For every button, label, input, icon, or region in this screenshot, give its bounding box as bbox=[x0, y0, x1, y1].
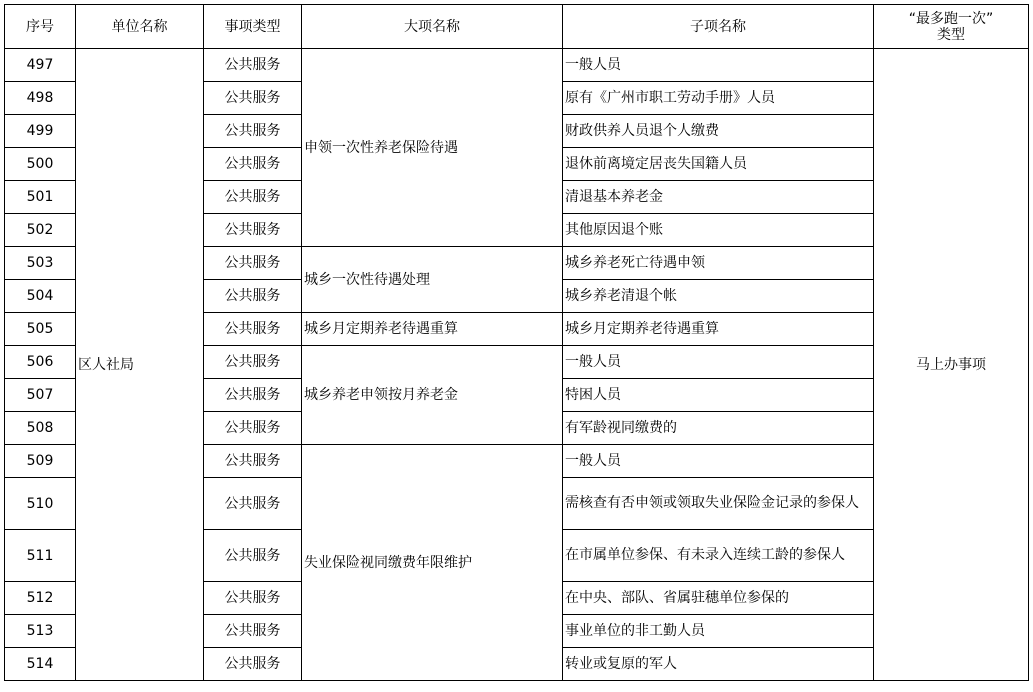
sub-item-cell: 财政供养人员退个人缴费 bbox=[563, 115, 874, 148]
header-run-type-line2: 类型 bbox=[937, 26, 965, 43]
seq-cell: 502 bbox=[5, 214, 76, 247]
type-cell: 公共服务 bbox=[204, 313, 302, 346]
major-item-cell: 城乡养老申领按月养老金 bbox=[302, 346, 563, 445]
header-unit: 单位名称 bbox=[76, 5, 204, 49]
header-row bbox=[5, 5, 1029, 49]
header-type: 事项类型 bbox=[204, 5, 302, 49]
seq-cell: 514 bbox=[5, 648, 76, 681]
sub-item-cell: 城乡月定期养老待遇重算 bbox=[563, 313, 874, 346]
sub-item-cell: 一般人员 bbox=[563, 49, 874, 82]
sub-item-cell: 在市属单位参保、有未录入连续工龄的参保人 bbox=[563, 530, 874, 582]
table-row bbox=[5, 49, 1029, 82]
sub-item-cell: 事业单位的非工勤人员 bbox=[563, 615, 874, 648]
seq-cell: 512 bbox=[5, 582, 76, 615]
sub-item-cell: 退休前离境定居丧失国籍人员 bbox=[563, 148, 874, 181]
sub-item-cell: 需核查有否申领或领取失业保险金记录的参保人 bbox=[563, 478, 874, 530]
seq-cell: 499 bbox=[5, 115, 76, 148]
type-cell: 公共服务 bbox=[204, 247, 302, 280]
sub-item-cell: 转业或复原的军人 bbox=[563, 648, 874, 681]
seq-cell: 510 bbox=[5, 478, 76, 530]
type-cell: 公共服务 bbox=[204, 346, 302, 379]
unit-name-cell: 区人社局 bbox=[76, 49, 204, 681]
type-cell: 公共服务 bbox=[204, 379, 302, 412]
seq-cell: 498 bbox=[5, 82, 76, 115]
type-cell: 公共服务 bbox=[204, 82, 302, 115]
type-cell: 公共服务 bbox=[204, 478, 302, 530]
sub-item-cell: 城乡养老死亡待遇申领 bbox=[563, 247, 874, 280]
sub-item-cell: 一般人员 bbox=[563, 346, 874, 379]
header-run-type bbox=[874, 5, 1029, 49]
type-cell: 公共服务 bbox=[204, 530, 302, 582]
header-sub: 子项名称 bbox=[563, 5, 874, 49]
type-cell: 公共服务 bbox=[204, 615, 302, 648]
sub-item-cell: 原有《广州市职工劳动手册》人员 bbox=[563, 82, 874, 115]
seq-cell: 508 bbox=[5, 412, 76, 445]
type-cell: 公共服务 bbox=[204, 214, 302, 247]
type-cell: 公共服务 bbox=[204, 115, 302, 148]
sub-item-cell: 清退基本养老金 bbox=[563, 181, 874, 214]
type-cell: 公共服务 bbox=[204, 181, 302, 214]
seq-cell: 497 bbox=[5, 49, 76, 82]
seq-cell: 504 bbox=[5, 280, 76, 313]
sub-item-cell: 有军龄视同缴费的 bbox=[563, 412, 874, 445]
header-seq: 序号 bbox=[5, 5, 76, 49]
major-item-cell: 城乡月定期养老待遇重算 bbox=[302, 313, 563, 346]
seq-cell: 509 bbox=[5, 445, 76, 478]
run-type-cell: 马上办事项 bbox=[874, 49, 1029, 681]
type-cell: 公共服务 bbox=[204, 49, 302, 82]
header-major: 大项名称 bbox=[302, 5, 563, 49]
seq-cell: 507 bbox=[5, 379, 76, 412]
service-items-table bbox=[4, 4, 1029, 681]
seq-cell: 500 bbox=[5, 148, 76, 181]
sub-item-cell: 特困人员 bbox=[563, 379, 874, 412]
seq-cell: 505 bbox=[5, 313, 76, 346]
type-cell: 公共服务 bbox=[204, 445, 302, 478]
header-run-type-line1: “最多跑一次” bbox=[908, 10, 994, 27]
seq-cell: 511 bbox=[5, 530, 76, 582]
seq-cell: 513 bbox=[5, 615, 76, 648]
type-cell: 公共服务 bbox=[204, 280, 302, 313]
sub-item-cell: 在中央、部队、省属驻穗单位参保的 bbox=[563, 582, 874, 615]
sub-item-cell: 一般人员 bbox=[563, 445, 874, 478]
type-cell: 公共服务 bbox=[204, 648, 302, 681]
major-item-cell: 城乡一次性待遇处理 bbox=[302, 247, 563, 313]
type-cell: 公共服务 bbox=[204, 582, 302, 615]
sub-item-cell: 城乡养老清退个帐 bbox=[563, 280, 874, 313]
sub-item-cell: 其他原因退个账 bbox=[563, 214, 874, 247]
seq-cell: 506 bbox=[5, 346, 76, 379]
type-cell: 公共服务 bbox=[204, 148, 302, 181]
major-item-cell: 失业保险视同缴费年限维护 bbox=[302, 445, 563, 681]
seq-cell: 501 bbox=[5, 181, 76, 214]
type-cell: 公共服务 bbox=[204, 412, 302, 445]
major-item-cell: 申领一次性养老保险待遇 bbox=[302, 49, 563, 247]
seq-cell: 503 bbox=[5, 247, 76, 280]
